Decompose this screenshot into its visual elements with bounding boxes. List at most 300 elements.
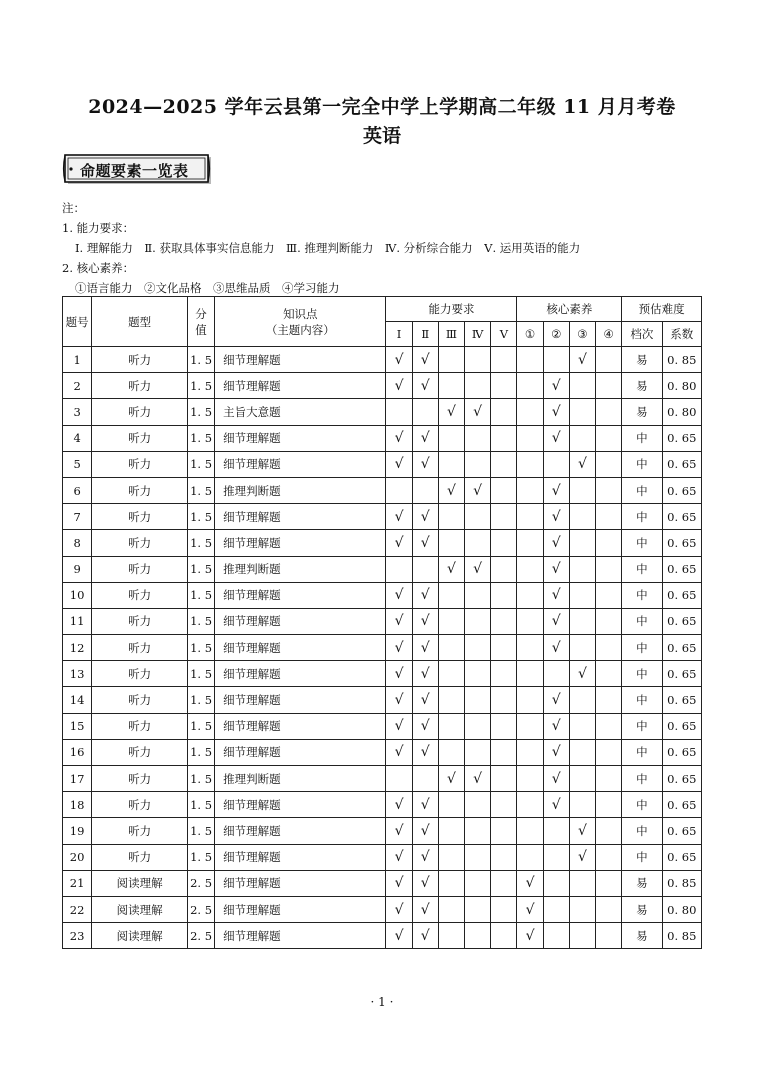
cell-knowledge-point: 细节理解题: [215, 530, 386, 556]
cell-ability-4: [465, 347, 491, 373]
cell-difficulty-level: 中: [622, 451, 662, 477]
cell-core-4: [596, 425, 622, 451]
cell-core-1: [517, 504, 543, 530]
section-banner: [62, 153, 214, 187]
cell-score: 1. 5: [187, 399, 214, 425]
check-mark: √: [551, 403, 561, 420]
cell-core-3: [569, 399, 595, 425]
cell-ability-3: [438, 766, 464, 792]
cell-core-1: [517, 399, 543, 425]
cell-ability-3: [438, 504, 464, 530]
cell-ability-2: [412, 556, 438, 582]
check-mark: √: [394, 430, 404, 447]
cell-score: 1. 5: [187, 608, 214, 634]
notes-section: [62, 198, 580, 298]
check-mark: √: [394, 692, 404, 709]
cell-difficulty-level: 中: [622, 766, 662, 792]
cell-question-number: 3: [63, 399, 92, 425]
table-row: [63, 713, 702, 739]
cell-core-3: [569, 766, 595, 792]
cell-ability-3: [438, 530, 464, 556]
header-kp-bottom: （主题内容）: [265, 322, 335, 337]
cell-core-2: [543, 399, 569, 425]
table-row: [63, 530, 702, 556]
cell-ability-4: [465, 687, 491, 713]
cell-core-2: [543, 425, 569, 451]
cell-score: 1. 5: [187, 530, 214, 556]
cell-core-1: [517, 530, 543, 556]
header-score-bottom: 值: [195, 322, 207, 337]
cell-core-1: [517, 870, 543, 896]
check-mark: √: [551, 718, 561, 735]
cell-ability-2: [412, 792, 438, 818]
cell-core-4: [596, 635, 622, 661]
cell-ability-3: [438, 713, 464, 739]
header-ability: 能力要求: [386, 297, 517, 322]
check-mark: √: [420, 351, 430, 368]
cell-question-type: 听力: [92, 347, 188, 373]
cell-ability-1: [386, 530, 412, 556]
cell-knowledge-point: 细节理解题: [215, 844, 386, 870]
cell-knowledge-point: 推理判断题: [215, 766, 386, 792]
cell-difficulty-level: 中: [622, 608, 662, 634]
cell-ability-1: [386, 896, 412, 922]
check-mark: √: [394, 639, 404, 656]
cell-core-2: [543, 766, 569, 792]
header-kp-top: 知识点: [283, 306, 318, 321]
cell-score: 1. 5: [187, 818, 214, 844]
cell-core-3: [569, 582, 595, 608]
cell-core-2: [543, 556, 569, 582]
cell-core-2: [543, 347, 569, 373]
cell-knowledge-point: 细节理解题: [215, 923, 386, 949]
cell-ability-5: [491, 661, 517, 687]
cell-question-type: 听力: [92, 451, 188, 477]
cell-question-number: 12: [63, 635, 92, 661]
cell-ability-2: [412, 347, 438, 373]
cell-core-3: [569, 818, 595, 844]
check-mark: √: [420, 430, 430, 447]
cell-core-1: [517, 608, 543, 634]
cell-ability-4: [465, 766, 491, 792]
cell-difficulty-coefficient: 0. 65: [662, 556, 701, 582]
cell-core-1: [517, 635, 543, 661]
cell-knowledge-point: 细节理解题: [215, 608, 386, 634]
cell-ability-3: [438, 739, 464, 765]
cell-core-2: [543, 582, 569, 608]
header-difficulty: 预估难度: [622, 297, 702, 322]
check-mark: √: [394, 351, 404, 368]
cell-ability-4: [465, 923, 491, 949]
cell-core-4: [596, 739, 622, 765]
cell-core-1: [517, 373, 543, 399]
cell-ability-1: [386, 687, 412, 713]
cell-ability-4: [465, 451, 491, 477]
cell-ability-5: [491, 896, 517, 922]
check-mark: √: [446, 770, 456, 787]
cell-score: 1. 5: [187, 425, 214, 451]
cell-ability-3: [438, 870, 464, 896]
check-mark: √: [446, 561, 456, 578]
cell-core-3: [569, 373, 595, 399]
cell-question-number: 4: [63, 425, 92, 451]
cell-core-2: [543, 896, 569, 922]
cell-core-3: [569, 687, 595, 713]
cell-difficulty-coefficient: 0. 65: [662, 766, 701, 792]
cell-ability-1: [386, 818, 412, 844]
note-core-title: 2. 核心素养：: [62, 261, 135, 275]
cell-ability-5: [491, 608, 517, 634]
header-core: 核心素养: [517, 297, 622, 322]
cell-score: 1. 5: [187, 347, 214, 373]
cell-ability-4: [465, 477, 491, 503]
cell-ability-5: [491, 792, 517, 818]
cell-question-type: 听力: [92, 608, 188, 634]
cell-knowledge-point: 细节理解题: [215, 425, 386, 451]
check-mark: √: [420, 534, 430, 551]
cell-core-2: [543, 844, 569, 870]
cell-core-3: [569, 347, 595, 373]
cell-ability-4: [465, 582, 491, 608]
cell-ability-2: [412, 661, 438, 687]
cell-question-type: 听力: [92, 661, 188, 687]
cell-difficulty-level: 中: [622, 425, 662, 451]
header-core-2: ②: [543, 322, 569, 347]
cell-score: 1. 5: [187, 739, 214, 765]
cell-ability-4: [465, 504, 491, 530]
cell-core-3: [569, 896, 595, 922]
check-mark: √: [525, 901, 535, 918]
cell-ability-4: [465, 792, 491, 818]
cell-core-3: [569, 870, 595, 896]
cell-difficulty-coefficient: 0. 65: [662, 477, 701, 503]
cell-core-1: [517, 792, 543, 818]
check-mark: √: [420, 718, 430, 735]
cell-knowledge-point: 细节理解题: [215, 661, 386, 687]
cell-question-type: 听力: [92, 504, 188, 530]
cell-difficulty-level: 中: [622, 504, 662, 530]
cell-knowledge-point: 细节理解题: [215, 635, 386, 661]
cell-ability-3: [438, 923, 464, 949]
cell-difficulty-coefficient: 0. 80: [662, 896, 701, 922]
cell-core-1: [517, 451, 543, 477]
cell-ability-2: [412, 530, 438, 556]
cell-ability-5: [491, 923, 517, 949]
cell-ability-3: [438, 661, 464, 687]
cell-question-type: 听力: [92, 530, 188, 556]
cell-ability-1: [386, 713, 412, 739]
cell-core-1: [517, 896, 543, 922]
cell-core-3: [569, 556, 595, 582]
check-mark: √: [394, 613, 404, 630]
cell-question-number: 18: [63, 792, 92, 818]
cell-core-2: [543, 739, 569, 765]
cell-ability-1: [386, 373, 412, 399]
cell-core-2: [543, 504, 569, 530]
table-row: [63, 896, 702, 922]
cell-ability-4: [465, 818, 491, 844]
cell-question-number: 21: [63, 870, 92, 896]
check-mark: √: [420, 665, 430, 682]
check-mark: √: [394, 849, 404, 866]
cell-difficulty-coefficient: 0. 65: [662, 661, 701, 687]
cell-difficulty-level: 中: [622, 635, 662, 661]
check-mark: √: [577, 849, 587, 866]
question-spec-table: [62, 296, 702, 949]
cell-core-2: [543, 373, 569, 399]
table-row: [63, 766, 702, 792]
cell-core-1: [517, 818, 543, 844]
header-ability-1: Ⅰ: [386, 322, 412, 347]
header-knowledge-point: [215, 297, 386, 347]
cell-core-2: [543, 870, 569, 896]
check-mark: √: [394, 822, 404, 839]
note-ability-list: Ⅰ. 理解能力 Ⅱ. 获取具体事实信息能力 Ⅲ. 推理判断能力 Ⅳ. 分析综合能力 Ⅴ. 运用英语的能力: [75, 241, 581, 255]
cell-core-4: [596, 504, 622, 530]
cell-core-3: [569, 661, 595, 687]
cell-core-1: [517, 661, 543, 687]
cell-ability-1: [386, 661, 412, 687]
cell-ability-2: [412, 399, 438, 425]
cell-score: 1. 5: [187, 661, 214, 687]
cell-score: 1. 5: [187, 477, 214, 503]
cell-core-1: [517, 582, 543, 608]
cell-ability-5: [491, 556, 517, 582]
cell-ability-4: [465, 713, 491, 739]
cell-core-3: [569, 635, 595, 661]
cell-ability-1: [386, 739, 412, 765]
cell-difficulty-level: 中: [622, 739, 662, 765]
cell-core-3: [569, 739, 595, 765]
cell-core-4: [596, 766, 622, 792]
cell-knowledge-point: 推理判断题: [215, 477, 386, 503]
check-mark: √: [394, 927, 404, 944]
cell-ability-4: [465, 635, 491, 661]
table-row: [63, 661, 702, 687]
check-mark: √: [446, 482, 456, 499]
header-ability-4: Ⅳ: [465, 322, 491, 347]
check-mark: √: [420, 692, 430, 709]
cell-difficulty-coefficient: 0. 65: [662, 739, 701, 765]
cell-core-2: [543, 923, 569, 949]
cell-core-4: [596, 608, 622, 634]
table-row: [63, 451, 702, 477]
cell-difficulty-level: 中: [622, 792, 662, 818]
check-mark: √: [551, 430, 561, 447]
cell-ability-4: [465, 661, 491, 687]
subject-title: 英语: [362, 125, 401, 147]
cell-ability-3: [438, 608, 464, 634]
cell-ability-3: [438, 792, 464, 818]
check-mark: √: [420, 822, 430, 839]
cell-difficulty-coefficient: 0. 65: [662, 687, 701, 713]
cell-core-3: [569, 713, 595, 739]
cell-ability-4: [465, 608, 491, 634]
cell-question-number: 14: [63, 687, 92, 713]
cell-difficulty-level: 中: [622, 713, 662, 739]
cell-core-2: [543, 608, 569, 634]
cell-core-2: [543, 661, 569, 687]
check-mark: √: [420, 849, 430, 866]
header-question-type: 题型: [92, 297, 188, 347]
note-core-list: ①语言能力 ②文化品格 ③思维品质 ④学习能力: [75, 281, 340, 295]
cell-question-number: 17: [63, 766, 92, 792]
cell-difficulty-level: 易: [622, 923, 662, 949]
header-core-4: ④: [596, 322, 622, 347]
cell-ability-5: [491, 530, 517, 556]
cell-ability-3: [438, 373, 464, 399]
cell-knowledge-point: 细节理解题: [215, 687, 386, 713]
cell-core-4: [596, 347, 622, 373]
cell-ability-3: [438, 582, 464, 608]
cell-ability-2: [412, 477, 438, 503]
cell-question-number: 1: [63, 347, 92, 373]
header-score-top: 分: [195, 306, 207, 321]
cell-difficulty-coefficient: 0. 80: [662, 399, 701, 425]
cell-core-3: [569, 608, 595, 634]
cell-core-4: [596, 818, 622, 844]
cell-ability-1: [386, 556, 412, 582]
cell-question-type: 听力: [92, 739, 188, 765]
cell-core-3: [569, 504, 595, 530]
cell-ability-4: [465, 844, 491, 870]
header-core-1: ①: [517, 322, 543, 347]
cell-knowledge-point: 细节理解题: [215, 504, 386, 530]
cell-question-type: 听力: [92, 687, 188, 713]
cell-ability-4: [465, 373, 491, 399]
table-row: [63, 477, 702, 503]
check-mark: √: [420, 587, 430, 604]
check-mark: √: [394, 587, 404, 604]
cell-score: 1. 5: [187, 504, 214, 530]
check-mark: √: [551, 561, 561, 578]
cell-core-4: [596, 399, 622, 425]
cell-core-2: [543, 477, 569, 503]
cell-ability-4: [465, 425, 491, 451]
cell-core-4: [596, 870, 622, 896]
cell-ability-2: [412, 687, 438, 713]
cell-ability-3: [438, 477, 464, 503]
table-row: [63, 399, 702, 425]
check-mark: √: [446, 403, 456, 420]
cell-ability-1: [386, 766, 412, 792]
cell-ability-1: [386, 582, 412, 608]
cell-difficulty-level: 中: [622, 818, 662, 844]
cell-question-type: 听力: [92, 373, 188, 399]
cell-ability-2: [412, 713, 438, 739]
cell-core-1: [517, 347, 543, 373]
check-mark: √: [394, 744, 404, 761]
cell-core-4: [596, 923, 622, 949]
cell-core-1: [517, 425, 543, 451]
cell-core-2: [543, 792, 569, 818]
table-row: [63, 373, 702, 399]
check-mark: √: [420, 377, 430, 394]
check-mark: √: [551, 692, 561, 709]
table-row: [63, 347, 702, 373]
cell-question-type: 阅读理解: [92, 870, 188, 896]
cell-question-number: 7: [63, 504, 92, 530]
cell-question-number: 2: [63, 373, 92, 399]
cell-ability-3: [438, 556, 464, 582]
cell-question-number: 11: [63, 608, 92, 634]
cell-ability-2: [412, 635, 438, 661]
check-mark: √: [394, 901, 404, 918]
cell-ability-1: [386, 347, 412, 373]
cell-ability-2: [412, 844, 438, 870]
cell-difficulty-coefficient: 0. 65: [662, 530, 701, 556]
check-mark: √: [420, 927, 430, 944]
cell-core-4: [596, 661, 622, 687]
cell-ability-5: [491, 347, 517, 373]
cell-question-number: 16: [63, 739, 92, 765]
check-mark: √: [473, 561, 483, 578]
header-ability-3: Ⅲ: [438, 322, 464, 347]
cell-ability-5: [491, 504, 517, 530]
table-row: [63, 425, 702, 451]
cell-ability-3: [438, 818, 464, 844]
cell-question-type: 听力: [92, 399, 188, 425]
table-row: [63, 635, 702, 661]
cell-core-1: [517, 477, 543, 503]
cell-knowledge-point: 细节理解题: [215, 582, 386, 608]
cell-core-3: [569, 530, 595, 556]
check-mark: √: [577, 456, 587, 473]
cell-difficulty-level: 中: [622, 477, 662, 503]
cell-question-number: 9: [63, 556, 92, 582]
cell-ability-3: [438, 896, 464, 922]
cell-core-4: [596, 844, 622, 870]
document-title: 2024—2025 学年云县第一完全中学上学期高二年级 11 月月考卷: [88, 96, 676, 118]
cell-ability-2: [412, 373, 438, 399]
table-row: [63, 687, 702, 713]
cell-question-type: 听力: [92, 477, 188, 503]
table-row: [63, 818, 702, 844]
cell-question-number: 23: [63, 923, 92, 949]
cell-question-type: 听力: [92, 556, 188, 582]
cell-question-number: 8: [63, 530, 92, 556]
cell-core-1: [517, 844, 543, 870]
table-row: [63, 504, 702, 530]
check-mark: √: [394, 508, 404, 525]
cell-ability-5: [491, 687, 517, 713]
cell-difficulty-level: 中: [622, 582, 662, 608]
cell-difficulty-coefficient: 0. 65: [662, 582, 701, 608]
cell-difficulty-level: 易: [622, 870, 662, 896]
cell-score: 1. 5: [187, 635, 214, 661]
cell-ability-2: [412, 582, 438, 608]
cell-ability-4: [465, 399, 491, 425]
table-row: [63, 582, 702, 608]
cell-question-type: 听力: [92, 792, 188, 818]
cell-score: 2. 5: [187, 896, 214, 922]
header-coefficient: 系数: [662, 322, 701, 347]
cell-core-3: [569, 844, 595, 870]
cell-ability-2: [412, 504, 438, 530]
check-mark: √: [394, 377, 404, 394]
check-mark: √: [394, 534, 404, 551]
cell-ability-2: [412, 923, 438, 949]
cell-core-1: [517, 556, 543, 582]
cell-score: 1. 5: [187, 844, 214, 870]
check-mark: √: [420, 796, 430, 813]
cell-ability-1: [386, 870, 412, 896]
cell-question-number: 15: [63, 713, 92, 739]
cell-knowledge-point: 细节理解题: [215, 373, 386, 399]
cell-ability-3: [438, 425, 464, 451]
cell-difficulty-level: 中: [622, 687, 662, 713]
check-mark: √: [577, 665, 587, 682]
